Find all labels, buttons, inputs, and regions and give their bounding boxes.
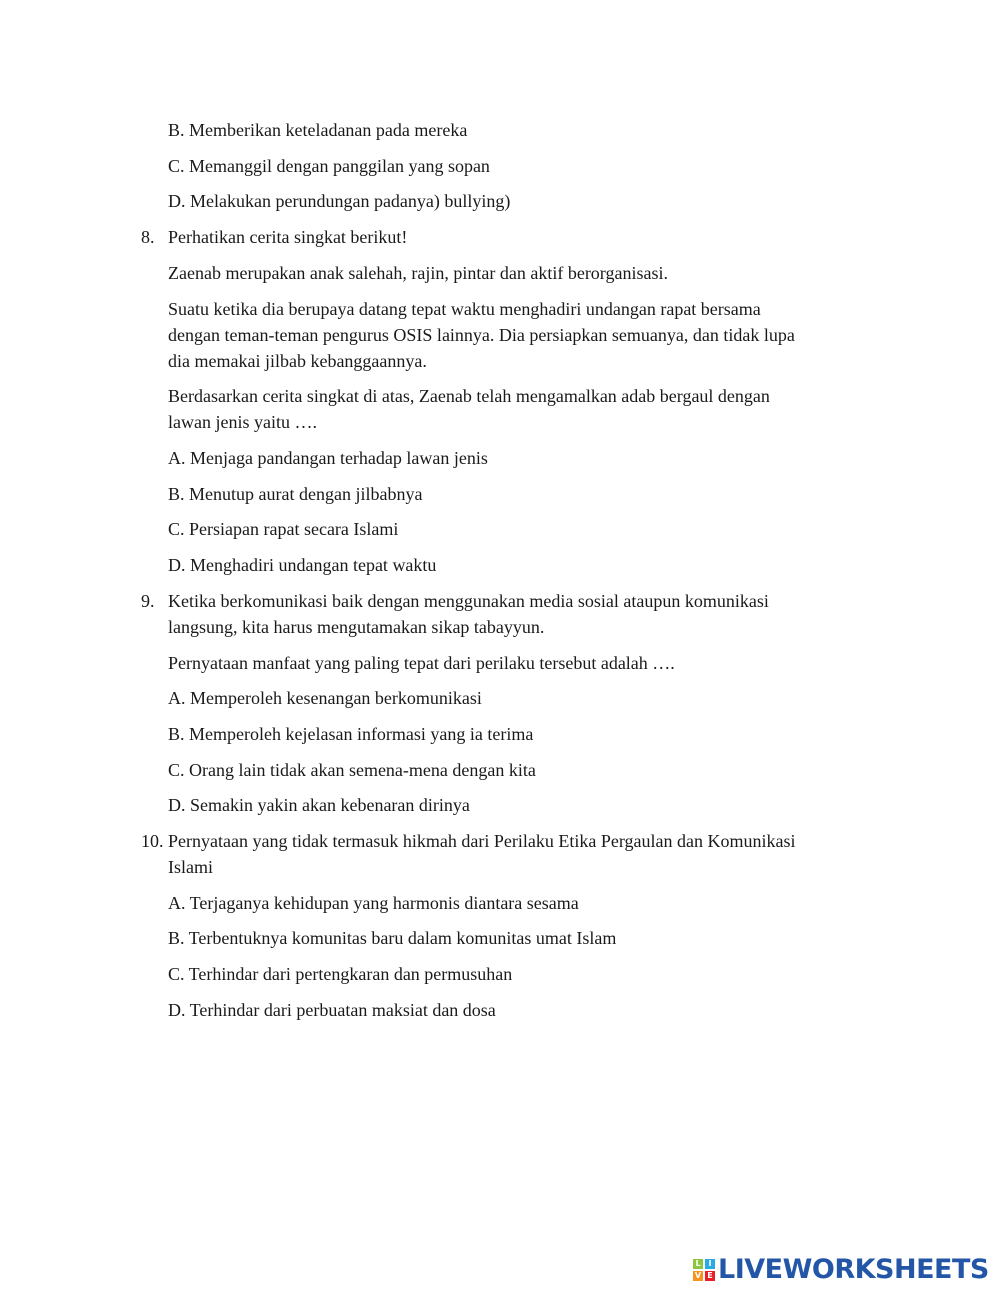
q10-text-line-1: Pernyataan yang tidak termasuk hikmah dari Perilaku Etika Pergaulan dan Komunikasi: [168, 831, 796, 851]
q10-option-c: C. Terhindar dari pertengkaran dan permusuhan: [168, 964, 513, 984]
q8-title: Perhatikan cerita singkat berikut!: [168, 227, 408, 247]
q8-paragraph-2-line-2: dengan teman-teman pengurus OSIS lainnya. Dia persiapkan semuanya, dan tidak lupa: [168, 325, 795, 345]
q9-prompt: Pernyataan manfaat yang paling tepat dari perilaku tersebut adalah ….: [168, 653, 675, 673]
q10-option-b: B. Terbentuknya komunitas baru dalam komunitas umat Islam: [168, 928, 617, 948]
q9-option-a: A. Memperoleh kesenangan berkomunikasi: [168, 688, 482, 708]
q8-option-a: A. Menjaga pandangan terhadap lawan jenis: [168, 448, 488, 468]
q9-text-line-2: langsung, kita harus mengutamakan sikap tabayyun.: [168, 617, 545, 637]
logo-letter-i: I: [705, 1259, 715, 1269]
q9-option-d: D. Semakin yakin akan kebenaran dirinya: [168, 795, 470, 815]
prev-option-c: C. Memanggil dengan panggilan yang sopan: [168, 156, 490, 176]
q8-paragraph-2-line-3: dia memakai jilbab kebanggaannya.: [168, 351, 427, 371]
logo-letter-v: V: [694, 1271, 702, 1280]
q8-paragraph-2-line-1: Suatu ketika dia berupaya datang tepat waktu menghadiri undangan rapat bersama: [168, 299, 761, 319]
q9-option-c: C. Orang lain tidak akan semena-mena dengan kita: [168, 760, 536, 780]
q10-text-line-2: Islami: [168, 857, 213, 877]
prev-option-b: B. Memberikan keteladanan pada mereka: [168, 120, 468, 140]
q10-option-d: D. Terhindar dari perbuatan maksiat dan dosa: [168, 1000, 496, 1020]
q8-paragraph-3-line-1: Berdasarkan cerita singkat di atas, Zaenab telah mengamalkan adab bergaul dengan: [168, 386, 770, 406]
q9-text-line-1: Ketika berkomunikasi baik dengan menggunakan media sosial ataupun komunikasi: [168, 591, 769, 611]
liveworksheets-logo-text: LIVEWORKSHEETS: [718, 1254, 989, 1285]
logo-letter-e: E: [705, 1271, 715, 1281]
q8-number: 8.: [141, 227, 155, 247]
liveworksheets-logo[interactable]: [693, 1255, 989, 1285]
q8-option-b: B. Menutup aurat dengan jilbabnya: [168, 484, 423, 504]
q10-option-a: A. Terjaganya kehidupan yang harmonis diantara sesama: [168, 893, 579, 913]
q10-number: 10.: [141, 831, 164, 851]
q9-option-b: B. Memperoleh kejelasan informasi yang ia terima: [168, 724, 534, 744]
q8-option-c: C. Persiapan rapat secara Islami: [168, 519, 399, 539]
q8-option-d: D. Menghadiri undangan tepat waktu: [168, 555, 437, 575]
prev-option-d: D. Melakukan perundungan padanya) bullying): [168, 191, 511, 211]
q9-number: 9.: [141, 591, 155, 611]
q8-paragraph-1: Zaenab merupakan anak salehah, rajin, pintar dan aktif berorganisasi.: [168, 263, 668, 283]
liveworksheets-logo-icon: [693, 1259, 715, 1281]
logo-letter-l: L: [693, 1259, 703, 1269]
q8-paragraph-3-line-2: lawan jenis yaitu ….: [168, 412, 317, 432]
